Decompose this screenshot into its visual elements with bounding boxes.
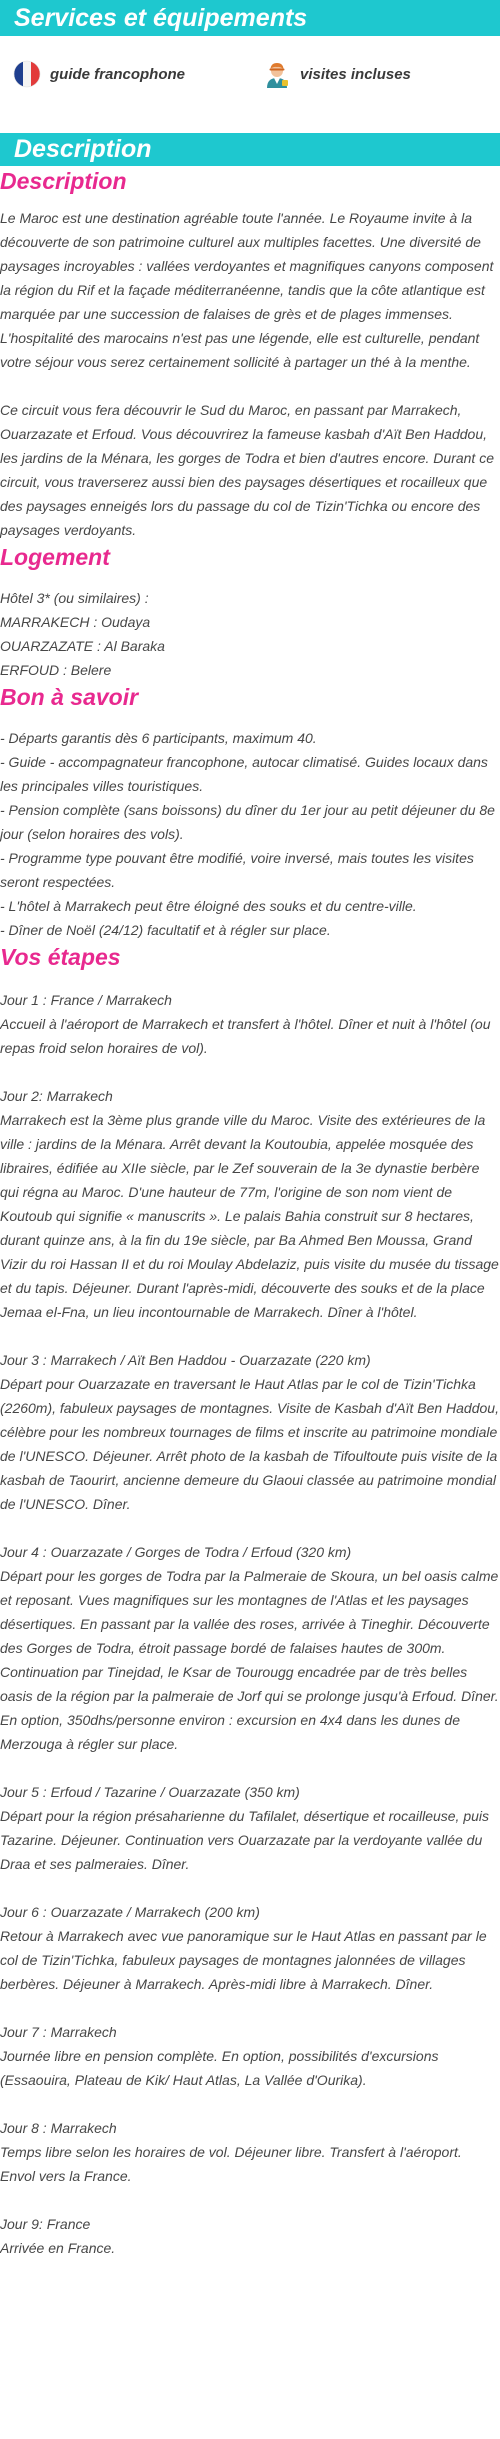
etape-item: [0, 1084, 500, 1324]
etapes-heading: Vos étapes: [0, 944, 121, 970]
service-item-visits: [262, 58, 411, 90]
logement-text: Hôtel 3* (ou similaires) : MARRAKECH : Oudaya OUARZAZATE : Al Baraka ERFOUD : Belere: [0, 590, 165, 678]
etape-title: Jour 1 : France / Marrakech: [0, 992, 172, 1008]
etape-title: Jour 3 : Marrakech / Aït Ben Haddou - Ouarzazate (220 km): [0, 1352, 371, 1368]
etape-item: [0, 2116, 500, 2188]
etape-body: Départ pour les gorges de Todra par la Palmeraie de Skoura, un bel oasis calme et reposant. Vues magnifiques sur les montagnes de l'Atlas et les paysages désertiques. En passant par la vallée des roses, arrivée à Tineghir. Découverte des Gorges de Todra, étroit passage bordé de falaises hautes de 300m. Continuation par Tinejdad, le Ksar de Tourougg encadrée par de très belles oasis de la région par la palmeraie de Jorf qui se prolonge jusqu'à Erfoud. Dîner. En option, 350dhs/personne environ : excursion en 4x4 dans les dunes de Merzouga à régler sur place.: [0, 1568, 499, 1752]
description-band-title: Description: [14, 135, 152, 163]
etape-title: Jour 5 : Erfoud / Tazarine / Ouarzazate (350 km): [0, 1784, 300, 1800]
etape-body: Départ pour la région présaharienne du Tafilalet, désertique et rocailleuse, puis Tazarine. Déjeuner. Continuation vers Ouarzazate par la verdoyante vallée du Draa et ses palmeraies. Dîner.: [0, 1808, 490, 1872]
etape-body: Arrivée en France.: [0, 2240, 116, 2256]
etape-title: Jour 6 : Ouarzazate / Marrakech (200 km): [0, 1904, 260, 1920]
etape-title: Jour 7 : Marrakech: [0, 2024, 117, 2040]
etape-body: Retour à Marrakech avec vue panoramique sur le Haut Atlas en passant par le col de Tizin'Tichka, fabuleux paysages de montagnes jalonnées de villages berbères. Déjeuner à Marrakech. Après-midi libre à Marrakech. Dîner.: [0, 1928, 487, 1992]
bon-a-savoir-text: - Départs garantis dès 6 participants, maximum 40. - Guide - accompagnateur francophone, autocar climatisé. Guides locaux dans les principales villes touristiques. - Pension complète (sans boissons) du dîner du 1er jour au petit déjeuner du 8e jour (selon horaires des vols). - Programme type pouvant être modifié, voire inversé, mais toutes les visites seront respectées. - L'hôtel à Marrakech peut être éloigné des souks et du centre-ville. - Dîner de Noël (24/12) facultatif et à régler sur place.: [0, 730, 495, 938]
tour-guide-icon: [262, 59, 292, 89]
etape-body: Journée libre en pension complète. En option, possibilités d'excursions (Essaouira, Plateau de Kik/ Haut Atlas, La Vallée d'Ourika).: [0, 2048, 439, 2088]
content: [0, 166, 500, 2260]
bon-a-savoir-heading: Bon à savoir: [0, 684, 139, 710]
etape-item: [0, 988, 500, 1060]
description-heading: Description: [0, 168, 127, 194]
services-band: [0, 0, 500, 36]
services-list: [0, 36, 500, 110]
france-flag-icon: [12, 59, 42, 89]
description-paragraph: Ce circuit vous fera découvrir le Sud du Maroc, en passant par Marrakech, Ouarzazate et Erfoud. Vous découvrirez la fameuse kasbah d'Aït Ben Haddou, les jardins de la Ménara, les gorges de Todra et bien d'autres encore. Durant ce circuit, vous traverserez aussi bien des paysages désertiques et rocailleux que des paysages enneigés lors du passage du col de Tizin'Tichka ou encore des paysages verdoyants.: [0, 402, 494, 538]
etape-body: Marrakech est la 3ème plus grande ville du Maroc. Visite des extérieures de la ville : jardins de la Ménara. Arrêt devant la Koutoubia, appelée mosquée des libraires, édifiée au XIIe siècle, par le Zef souverain de la 3e dynastie berbère qui régna au Maroc. D'une hauteur de 77m, l'origine de son nom vient de Koutoub qui signifie « manuscrits ». Le palais Bahia construit sur 8 hectares, durant quinze ans, à la fin du 19e siècle, par Ba Ahmed Ben Moussa, Grand Vizir du roi Hassan II et du roi Moulay Abdelaziz, puis visite du musée du tissage et du tapis. Déjeuner. Durant l'après-midi, découverte des souks et de la place Jemaa el-Fna, un lieu incontournable de Marrakech. Dîner à l'hôtel.: [0, 1112, 499, 1320]
etape-body: Départ pour Ouarzazate en traversant le Haut Atlas par le col de Tizin'Tichka (2260m), fabuleux paysages de montagnes. Visite de Kasbah d'Aït Ben Haddou, célèbre pour les nombreux tournages de films et inscrite au patrimoine mondiale de l'UNESCO. Déjeuner. Arrêt photo de la kasbah de Tifoultoute puis visite de la kasbah de Taourirt, ancienne demeure du Glaoui classée au patrimoine mondial de l'UNESCO. Dîner.: [0, 1376, 499, 1512]
etape-title: Jour 2: Marrakech: [0, 1088, 113, 1104]
etape-item: [0, 1540, 500, 1756]
service-item-guide: [12, 58, 185, 90]
service-label: guide francophone: [50, 65, 185, 83]
etape-title: Jour 8 : Marrakech: [0, 2120, 117, 2136]
etape-item: [0, 1348, 500, 1516]
logement-heading: Logement: [0, 544, 110, 570]
etape-item: [0, 1900, 500, 1996]
description-paragraph: Le Maroc est une destination agréable toute l'année. Le Royaume invite à la découverte de son patrimoine culturel aux multiples facettes. Une diversité de paysages incroyables : vallées verdoyantes et magnifiques canyons composent la région du Rif et la façade méditerranéenne, tandis que la côte atlantique est marquée par une succession de falaises de grès et de plages immenses. L'hospitalité des marocains n'est pas une légende, elle est culturelle, pendant votre séjour vous serez certainement sollicité à partager un thé à la menthe.: [0, 210, 494, 370]
etape-body: Temps libre selon les horaires de vol. Déjeuner libre. Transfert à l'aéroport. Envol vers la France.: [0, 2144, 462, 2184]
service-label: visites incluses: [300, 65, 411, 83]
etape-item: [0, 1780, 500, 1876]
services-heading: Services et équipements: [14, 4, 308, 32]
etape-body: Accueil à l'aéroport de Marrakech et transfert à l'hôtel. Dîner et nuit à l'hôtel (ou repas froid selon horaires de vol).: [0, 1016, 491, 1056]
etape-item: [0, 2020, 500, 2092]
etapes-list: [0, 988, 500, 2260]
etape-item: [0, 2212, 500, 2260]
etape-title: Jour 9: France: [0, 2216, 91, 2232]
etape-title: Jour 4 : Ouarzazate / Gorges de Todra / Erfoud (320 km): [0, 1544, 352, 1560]
description-band: [0, 133, 500, 166]
